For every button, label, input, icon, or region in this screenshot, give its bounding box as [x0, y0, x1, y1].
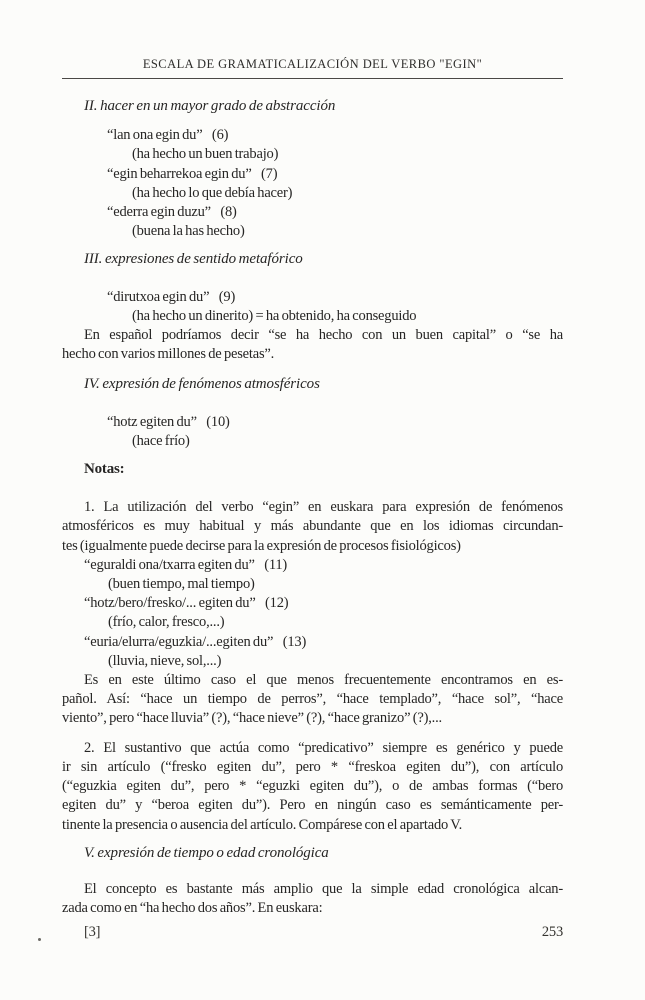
example-10-gloss: (hace frío) — [132, 432, 190, 449]
paragraph-line: En español podríamos decir “se ha hecho con un buen capital” o “se ha — [84, 327, 563, 344]
note-2-line: egiten du” y “beroa egiten du”). Pero en ningún caso es semánticamente per- — [62, 797, 563, 814]
section-heading-iv: IV. expresión de fenómenos atmosféricos — [84, 376, 320, 393]
example-13-basque: “euria/elurra/eguzkia/...egiten du” (13) — [84, 633, 307, 650]
example-9-basque: “dirutxoa egin du” (9) — [107, 288, 236, 305]
page-body — [62, 97, 563, 943]
note-1-line: 1. La utilización del verbo “egin” en euskara para expresión de fenómenos — [84, 499, 563, 516]
examples-section-ii — [62, 126, 563, 241]
example-9-gloss: (ha hecho un dinerito) = ha obtenido, ha conseguido — [132, 307, 417, 324]
note-1-line: atmosféricos es muy habitual y más abundante que en los idiomas circundan- — [62, 518, 563, 535]
note-1-line: tes (igualmente puede decirse para la expresión de procesos fisiológicos) — [62, 537, 461, 554]
ink-speck-artifact — [38, 938, 41, 941]
note-1 — [62, 498, 563, 728]
running-title: ESCALA DE GRAMATICALIZACIÓN DEL VERBO "EGIN" — [142, 57, 483, 71]
sheet-marker: [3] — [84, 924, 101, 941]
note-2-line: tinente la presencia o ausencia del artículo. Compárese con el apartado V. — [62, 816, 463, 833]
notes-heading: Notas: — [84, 461, 125, 478]
example-8-basque: “ederra egin duzu” (8) — [107, 204, 237, 221]
note-1-line: pañol. Así: “hace un tiempo de perros”, “hace templado”, “hace sol”, “hace — [62, 691, 563, 708]
paragraph-line: El concepto es bastante más amplio que la simple edad cronológica alcan- — [84, 880, 563, 897]
note-2-line: ir sin artículo (“fresko egiten du”, pero * “freskoa egiten du”), con artículo — [62, 758, 563, 775]
examples-section-iii — [62, 288, 563, 365]
paragraph-line: hecho con varios millones de pesetas”. — [62, 346, 275, 363]
example-6-gloss: (ha hecho un buen trabajo) — [132, 146, 279, 163]
example-8-gloss: (buena la has hecho) — [132, 223, 245, 240]
note-2-line: 2. El sustantivo que actúa como “predicativo” siempre es genérico y puede — [84, 739, 563, 756]
example-11-gloss: (buen tiempo, mal tiempo) — [108, 576, 255, 593]
paragraph-line: zada como en “ha hecho dos años”. En euskara: — [62, 900, 323, 917]
section-heading-iii: III. expresiones de sentido metafórico — [84, 251, 303, 268]
example-7-basque: “egin beharrekoa egin du” (7) — [107, 165, 278, 182]
example-7-gloss: (ha hecho lo que debía hacer) — [132, 184, 293, 201]
section-heading-ii: II. hacer en un mayor grado de abstracción — [84, 98, 336, 114]
note-2-line: (“eguzkia egiten du”, pero * “eguzki egiten du”), o de ambas formas (“bero — [62, 778, 563, 795]
page-number: 253 — [541, 924, 563, 941]
example-6-basque: “lan ona egin du” (6) — [107, 127, 229, 144]
header-rule — [62, 78, 563, 79]
examples-section-iv — [62, 413, 563, 451]
section-heading-v: V. expresión de tiempo o edad cronológica — [84, 844, 329, 861]
example-12-basque: “hotz/bero/fresko/... egiten du” (12) — [84, 595, 289, 612]
example-11-basque: “eguraldi ona/txarra egiten du” (11) — [84, 556, 288, 573]
note-1-line: viento”, pero “hace lluvia” (?), “hace nieve” (?), “hace granizo” (?),... — [62, 710, 442, 727]
page-footer — [62, 923, 563, 942]
text-column — [62, 0, 563, 943]
example-12-gloss: (frío, calor, fresco,...) — [108, 614, 225, 631]
note-2 — [62, 739, 563, 835]
note-1-line: Es en este último caso el que menos frecuentemente encontramos en es- — [84, 672, 563, 689]
section-v-paragraph — [62, 880, 563, 918]
example-13-gloss: (lluvia, nieve, sol,...) — [108, 652, 222, 669]
example-10-basque: “hotz egiten du” (10) — [107, 413, 230, 430]
